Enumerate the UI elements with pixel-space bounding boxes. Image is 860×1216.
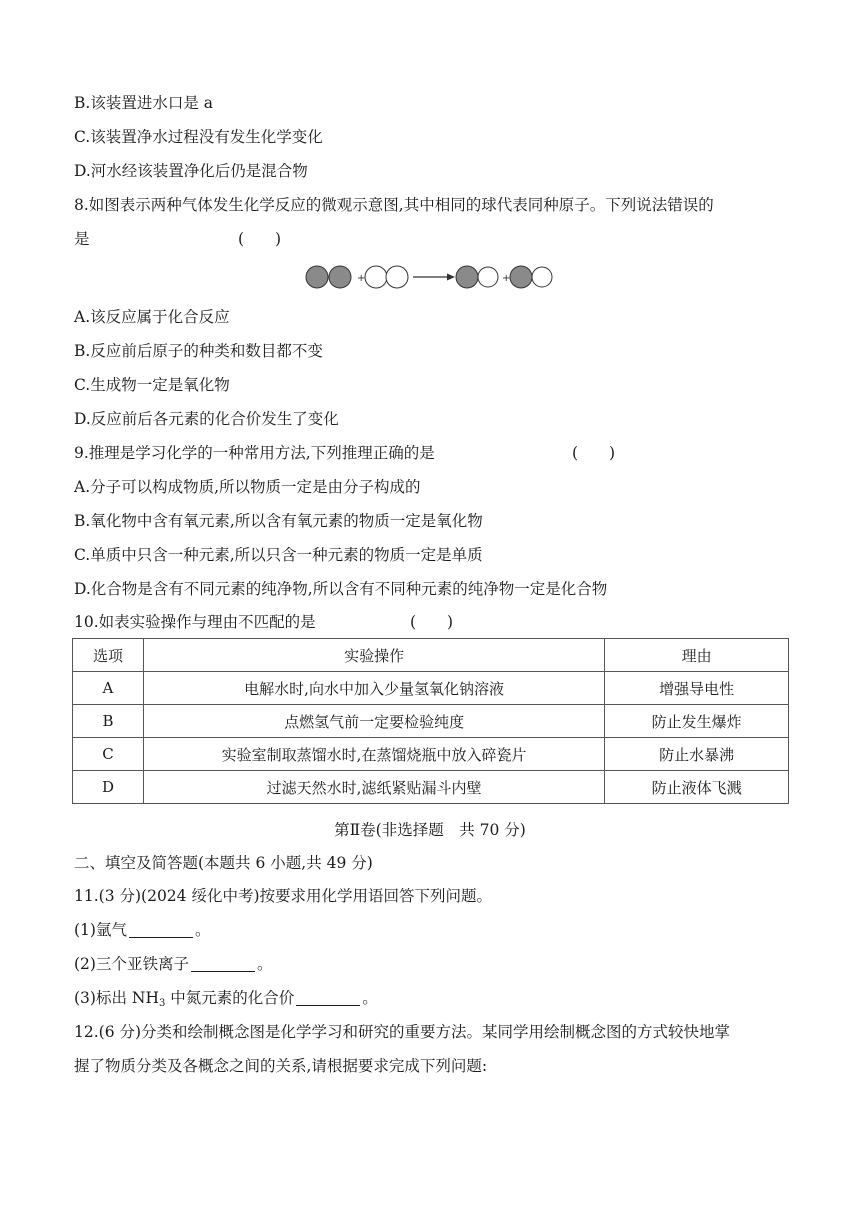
q12-stem-line2: 握了物质分类及各概念之间的关系,请根据要求完成下列问题: — [74, 1057, 488, 1075]
experiment-table — [72, 638, 789, 804]
q10-stem: 10.如表实验操作与理由不匹配的是 — [74, 613, 316, 631]
q8-option-b: B.反应前后原子的种类和数目都不变 — [74, 342, 323, 360]
header-option: 选项 — [73, 639, 144, 672]
q11-item-2 — [74, 953, 272, 975]
answer-blank-3[interactable] — [296, 989, 360, 1006]
q8-answer-paren: ( ) — [238, 230, 282, 248]
q11-item3-label: (3)标出 NH — [74, 989, 159, 1007]
cell-reason: 增强导电性 — [605, 672, 789, 705]
cell-option: C — [73, 738, 144, 771]
table-row — [73, 738, 789, 771]
q11-item2-end: 。 — [256, 955, 273, 973]
plus-sign-1: + — [357, 273, 366, 284]
cell-reason: 防止水暴沸 — [605, 738, 789, 771]
product-molecule-1 — [456, 266, 498, 288]
header-operation: 实验操作 — [143, 639, 604, 672]
q11-item3-subscript: 3 — [158, 998, 166, 1009]
q8-option-a: A.该反应属于化合反应 — [74, 308, 230, 326]
cell-option: B — [73, 705, 144, 738]
q7-option-d: D.河水经该装置净化后仍是混合物 — [74, 162, 308, 180]
section-heading: 二、填空及简答题(本题共 6 小题,共 49 分) — [74, 854, 373, 872]
q11-item1-label: (1)氩气 — [74, 921, 127, 939]
part2-title: 第Ⅱ卷(非选择题 共 70 分) — [334, 821, 526, 839]
product-molecule-2 — [510, 266, 552, 288]
cell-operation: 过滤天然水时,滤纸紧贴漏斗内壁 — [143, 771, 604, 804]
cell-option: A — [73, 672, 144, 705]
q9-option-a: A.分子可以构成物质,所以物质一定是由分子构成的 — [74, 478, 421, 496]
q9-option-c: C.单质中只含一种元素,所以只含一种元素的物质一定是单质 — [74, 546, 483, 564]
reaction-arrow — [413, 274, 455, 281]
q11-item-3 — [74, 987, 378, 1009]
cell-operation: 实验室制取蒸馏水时,在蒸馏烧瓶中放入碎瓷片 — [143, 738, 604, 771]
cell-reason: 防止液体飞溅 — [605, 771, 789, 804]
table-row — [73, 672, 789, 705]
q12-stem-line1: 12.(6 分)分类和绘制概念图是化学学习和研究的重要方法。某同学用绘制概念图的方式较快地掌 — [74, 1023, 731, 1041]
cell-reason: 防止发生爆炸 — [605, 705, 789, 738]
q11-item3-end: 。 — [362, 989, 378, 1007]
q11-item1-end: 。 — [194, 921, 211, 939]
q9-stem: 9.推理是学习化学的一种常用方法,下列推理正确的是 — [74, 444, 435, 462]
q10-answer-paren: ( ) — [410, 613, 454, 631]
q8-stem-line2: 是 — [74, 230, 90, 248]
header-reason: 理由 — [605, 639, 789, 672]
q7-option-b: B.该装置进水口是 a — [74, 94, 213, 112]
table-row — [73, 705, 789, 738]
q11-item3-label-rest: 中氮元素的化合价 — [165, 989, 295, 1007]
q11-item2-label: (2)三个亚铁离子 — [74, 955, 189, 973]
q7-option-c: C.该装置净水过程没有发生化学变化 — [74, 128, 323, 146]
q9-option-b: B.氧化物中含有氧元素,所以含有氧元素的物质一定是氧化物 — [74, 512, 483, 530]
cell-option: D — [73, 771, 144, 804]
cell-operation: 点燃氢气前一定要检验纯度 — [143, 705, 604, 738]
reactant-white-molecule — [365, 266, 408, 288]
q8-option-d: D.反应前后各元素的化合价发生了变化 — [74, 410, 339, 428]
reactant-gray-molecule — [306, 266, 351, 288]
answer-blank-2[interactable] — [191, 955, 255, 972]
q11-item-1 — [74, 919, 210, 941]
table-row — [73, 771, 789, 804]
answer-blank-1[interactable] — [129, 921, 193, 938]
reaction-diagram — [300, 262, 562, 292]
q9-option-d: D.化合物是含有不同元素的纯净物,所以含有不同种元素的纯净物一定是化合物 — [74, 580, 608, 598]
q8-stem-line1: 8.如图表示两种气体发生化学反应的微观示意图,其中相同的球代表同种原子。下列说法错误的 — [74, 196, 714, 214]
cell-operation: 电解水时,向水中加入少量氢氧化钠溶液 — [143, 672, 604, 705]
q8-option-c: C.生成物一定是氧化物 — [74, 376, 230, 394]
plus-sign-2: + — [502, 273, 511, 284]
q11-stem: 11.(3 分)(2024 绥化中考)按要求用化学用语回答下列问题。 — [74, 887, 493, 905]
q9-answer-paren: ( ) — [572, 444, 616, 462]
table-header-row — [73, 639, 789, 672]
